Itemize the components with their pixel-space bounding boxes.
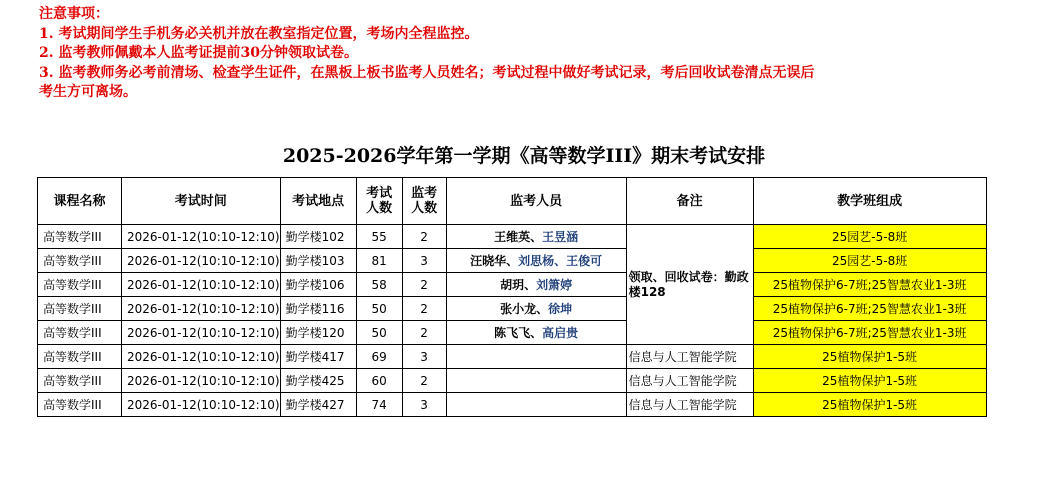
cell-proctor-count: 2 [402, 321, 446, 345]
proctor-primary: 王维英、 [494, 230, 543, 244]
cell-proctor-count: 3 [402, 345, 446, 369]
cell-remark-merged: 领取、回收试卷：勤政楼128 [626, 225, 753, 345]
cell-time: 2026-01-12(10:10-12:10) [122, 369, 281, 393]
cell-course: 高等数学III [38, 225, 122, 249]
header-classes: 教学班组成 [753, 178, 986, 225]
cell-remark: 信息与人工智能学院 [626, 393, 753, 417]
cell-classes: 25植物保护6-7班;25智慧农业1-3班 [753, 321, 986, 345]
header-course: 课程名称 [38, 178, 122, 225]
cell-count: 69 [356, 345, 402, 369]
table-row [38, 249, 987, 273]
cell-count: 50 [356, 297, 402, 321]
cell-course: 高等数学III [38, 369, 122, 393]
table-row [38, 345, 987, 369]
cell-time: 2026-01-12(10:10-12:10) [122, 393, 281, 417]
proctor-primary: 汪晓华、 [470, 254, 519, 268]
cell-classes: 25植物保护1-5班 [753, 369, 986, 393]
proctor-primary: 陈飞飞、 [494, 326, 543, 340]
cell-place: 勤学楼106 [280, 273, 356, 297]
notes-line: 2. 监考教师佩戴本人监考证提前30分钟领取试卷。 [39, 45, 358, 61]
table-row [38, 273, 987, 297]
header-count [356, 178, 402, 225]
cell-proctors [446, 393, 626, 417]
cell-place: 勤学楼116 [280, 297, 356, 321]
proctor-secondary: 刘思杨、王俊可 [518, 254, 603, 268]
proctor-secondary: 高启贵 [542, 326, 579, 340]
cell-proctors [446, 345, 626, 369]
cell-proctor-count: 3 [402, 393, 446, 417]
proctor-secondary: 王昱涵 [542, 230, 579, 244]
exam-schedule-table [37, 177, 987, 417]
cell-time: 2026-01-12(10:10-12:10) [122, 273, 281, 297]
proctor-primary: 张小龙、 [500, 302, 549, 316]
cell-course: 高等数学III [38, 273, 122, 297]
cell-proctor-count: 2 [402, 225, 446, 249]
header-proctors: 监考人员 [446, 178, 626, 225]
cell-proctors [446, 273, 626, 297]
table-row [38, 321, 987, 345]
table-row [38, 225, 987, 249]
cell-remark: 信息与人工智能学院 [626, 345, 753, 369]
notes-block [39, 5, 1039, 103]
table-row [38, 393, 987, 417]
cell-place: 勤学楼103 [280, 249, 356, 273]
header-remark: 备注 [626, 178, 753, 225]
cell-place: 勤学楼417 [280, 345, 356, 369]
cell-proctor-count: 2 [402, 297, 446, 321]
cell-place: 勤学楼120 [280, 321, 356, 345]
cell-time: 2026-01-12(10:10-12:10) [122, 321, 281, 345]
header-proctor-count-label: 监考人数 [411, 186, 438, 216]
cell-proctors [446, 321, 626, 345]
cell-count: 60 [356, 369, 402, 393]
cell-classes: 25植物保护1-5班 [753, 393, 986, 417]
proctor-primary: 胡玥、 [500, 278, 537, 292]
cell-classes: 25植物保护6-7班;25智慧农业1-3班 [753, 273, 986, 297]
cell-count: 74 [356, 393, 402, 417]
cell-proctors [446, 297, 626, 321]
notes-line: 3. 监考教师务必考前清场、检查学生证件，在黑板上板书监考人员姓名；考试过程中做好考试记录，考后回收试卷清点无误后 [39, 64, 815, 81]
notes-heading: 注意事项： [39, 6, 109, 22]
cell-count: 55 [356, 225, 402, 249]
cell-count: 81 [356, 249, 402, 273]
cell-proctor-count: 2 [402, 369, 446, 393]
cell-course: 高等数学III [38, 297, 122, 321]
cell-time: 2026-01-12(10:10-12:10) [122, 345, 281, 369]
cell-proctors [446, 369, 626, 393]
cell-time: 2026-01-12(10:10-12:10) [122, 249, 281, 273]
cell-proctors [446, 249, 626, 273]
cell-classes: 25园艺-5-8班 [753, 249, 986, 273]
cell-course: 高等数学III [38, 345, 122, 369]
cell-course: 高等数学III [38, 321, 122, 345]
cell-count: 50 [356, 321, 402, 345]
table-header-row [38, 178, 987, 225]
document-title: 2025-2026学年第一学期《高等数学III》期末考试安排 [282, 145, 766, 167]
cell-course: 高等数学III [38, 393, 122, 417]
header-time: 考试时间 [122, 178, 281, 225]
cell-proctors [446, 225, 626, 249]
cell-time: 2026-01-12(10:10-12:10) [122, 225, 281, 249]
cell-classes: 25植物保护1-5班 [753, 345, 986, 369]
cell-time: 2026-01-12(10:10-12:10) [122, 297, 281, 321]
header-place: 考试地点 [280, 178, 356, 225]
header-proctor-count [402, 178, 446, 225]
cell-proctor-count: 3 [402, 249, 446, 273]
notes-line: 考生方可离场。 [39, 84, 137, 100]
cell-place: 勤学楼425 [280, 369, 356, 393]
cell-classes: 25植物保护6-7班;25智慧农业1-3班 [753, 297, 986, 321]
proctor-secondary: 刘箫婷 [536, 278, 573, 292]
notes-line: 1. 考试期间学生手机务必关机并放在教室指定位置，考场内全程监控。 [39, 25, 479, 42]
cell-classes: 25园艺-5-8班 [753, 225, 986, 249]
header-count-label: 考试人数 [366, 186, 393, 216]
cell-place: 勤学楼427 [280, 393, 356, 417]
cell-course: 高等数学III [38, 249, 122, 273]
cell-count: 58 [356, 273, 402, 297]
proctor-secondary: 徐坤 [548, 302, 573, 316]
cell-place: 勤学楼102 [280, 225, 356, 249]
table-row [38, 369, 987, 393]
table-row [38, 297, 987, 321]
cell-proctor-count: 2 [402, 273, 446, 297]
cell-remark: 信息与人工智能学院 [626, 369, 753, 393]
